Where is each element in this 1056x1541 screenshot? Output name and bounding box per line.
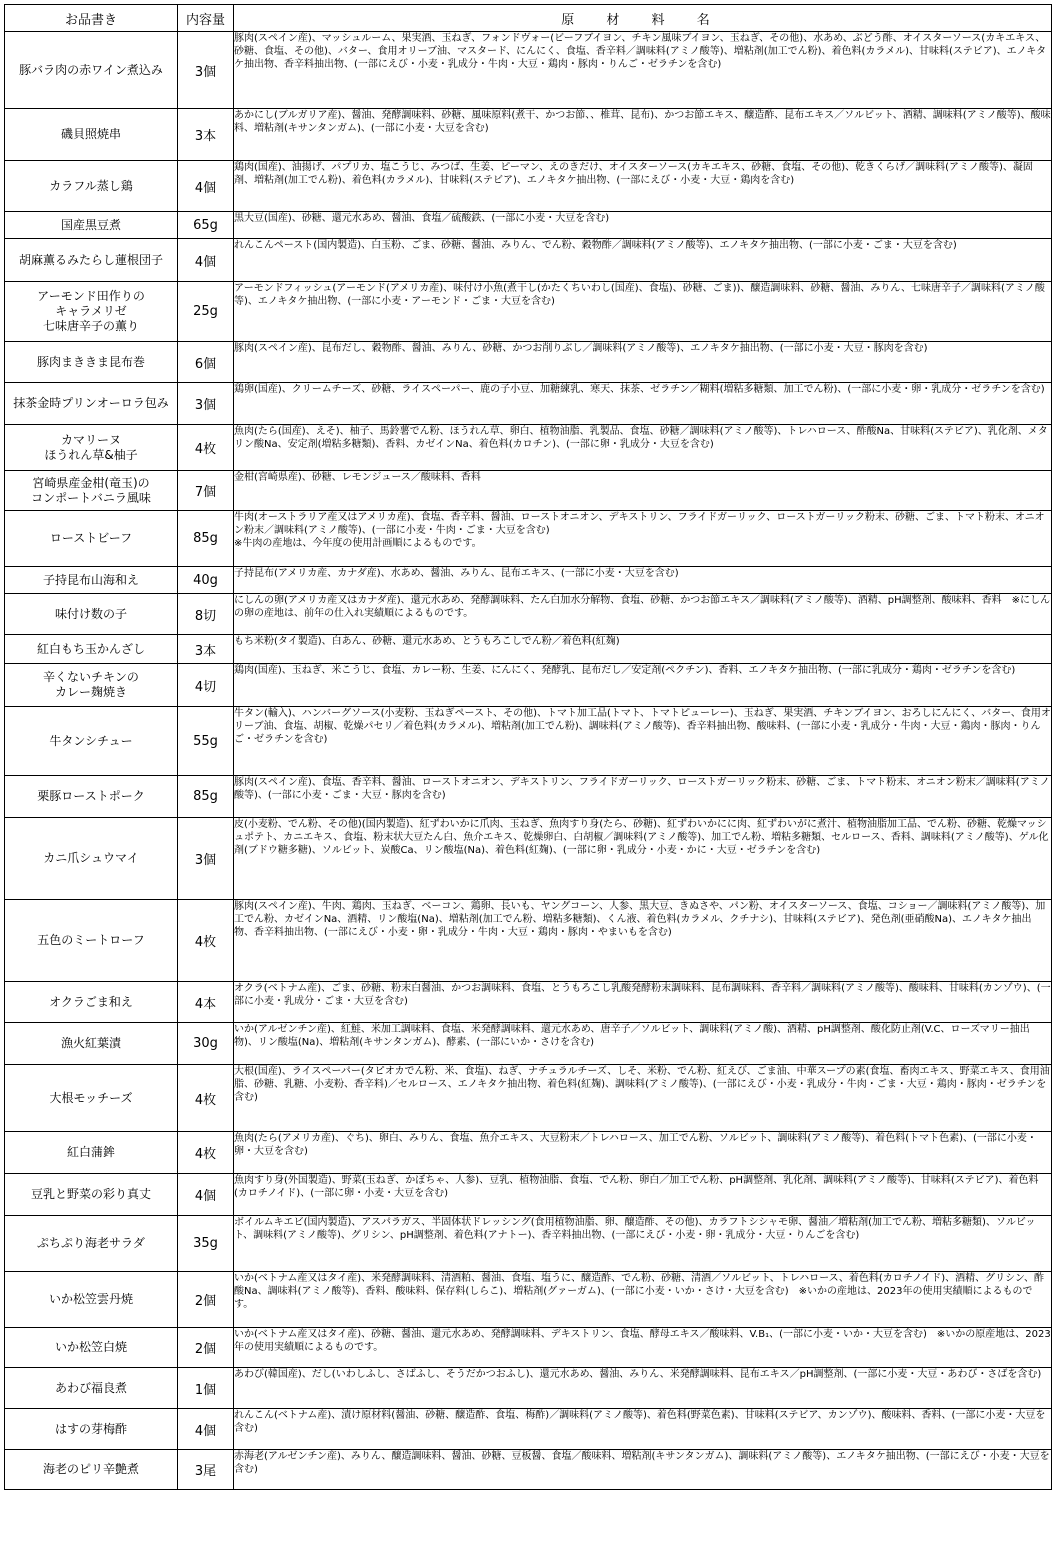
item-amount: 85g bbox=[178, 776, 234, 818]
item-amount: 4枚 bbox=[178, 425, 234, 471]
table-row bbox=[5, 109, 1052, 161]
item-materials: ボイルムキエビ(国内製造)、アスパラガス、半固体状ドレッシング(食用植物油脂、卵、醸造酢、その他)、カラフトシシャモ卵、醤油／増粘剤(加工でん粉、増粘多糖類)、ソルビット、調味料(アミノ酸等)、グリシン、pH調整剤、着色料(アナトー)、香辛料抽出物、(一部にえび・小麦・卵・乳成分・大豆・りんごを含む) bbox=[234, 1216, 1052, 1272]
table-row bbox=[5, 383, 1052, 425]
item-name: カラフル蒸し鶏 bbox=[5, 161, 178, 212]
item-name: 子持昆布山海和え bbox=[5, 567, 178, 594]
table-row bbox=[5, 818, 1052, 900]
item-name: 漁火紅葉漬 bbox=[5, 1023, 178, 1065]
item-amount: 6個 bbox=[178, 342, 234, 383]
item-name: 五色のミートローフ bbox=[5, 900, 178, 982]
item-amount: 85g bbox=[178, 511, 234, 567]
table-row bbox=[5, 1328, 1052, 1368]
item-name: 牛タンシチュー bbox=[5, 707, 178, 776]
table-row bbox=[5, 239, 1052, 282]
header-name: お品書き bbox=[5, 5, 178, 32]
item-name: 海老のピリ辛艶煮 bbox=[5, 1450, 178, 1490]
table-row bbox=[5, 1216, 1052, 1272]
item-materials: 豚肉(スペイン産)、昆布だし、穀物酢、醤油、みりん、砂糖、かつお削りぶし／調味料(アミノ酸等)、エノキタケ抽出物、(一部に小麦・大豆・豚肉を含む) bbox=[234, 342, 1052, 383]
item-name: 抹茶金時プリンオーロラ包み bbox=[5, 383, 178, 425]
item-materials: 豚肉(スペイン産)、食塩、香辛料、醤油、ローストオニオン、デキストリン、フライドガーリック、ローストガーリック粉末、砂糖、ごま、トマト粉末、オニオン粉末／調味料(アミノ酸等)、(一部に小麦・ごま・大豆・豚肉を含む) bbox=[234, 776, 1052, 818]
item-materials: 豚肉(スペイン産)、牛肉、鶏肉、玉ねぎ、ベーコン、鶏卵、長いも、ヤングコーン、人参、黒大豆、きぬさや、パン粉、オイスターソース、食塩、コショー／調味料(アミノ酸等)、加工でん粉、カゼインNa、酒精、リン酸塩(Na)、増粘剤(加工でん粉、増粘多糖類)、くん液、着色料(カラメル、クチナシ)、甘味料(ステビア)、発色剤(亜硝酸Na)、エノキタケ抽出物、香辛料抽出物、(一部にえび・小麦・卵・乳成分・牛肉・大豆・鶏肉・豚肉・やまいもを含む) bbox=[234, 900, 1052, 982]
table-row bbox=[5, 1409, 1052, 1450]
item-amount: 3尾 bbox=[178, 1450, 234, 1490]
header-amount: 内容量 bbox=[178, 5, 234, 32]
table-row bbox=[5, 1065, 1052, 1132]
item-materials: 大根(国産)、ライスペーパー(タピオカでん粉、米、食塩)、ねぎ、ナチュラルチーズ、しそ、米粉、でん粉、紅えび、ごま油、中華スープの素(食塩、畜肉エキス、野菜エキス、食用油脂、砂糖、乳糖、小麦粉、香辛料)／セルロース、エノキタケ抽出物、着色料(紅麹)、調味料(アミノ酸等)、(一部にえび・小麦・乳成分・牛肉・ごま・大豆・鶏肉・豚肉・ゼラチンを含む) bbox=[234, 1065, 1052, 1132]
item-materials: いか(アルゼンチン産)、紅鮭、米加工調味料、食塩、米発酵調味料、還元水あめ、唐辛子／ソルビット、調味料(アミノ酸)、酒精、pH調整剤、酸化防止剤(V.C、ローズマリー抽出物)、リン酸塩(Na)、増粘剤(キサンタンガム)、酵素、(一部にいか・さけを含む) bbox=[234, 1023, 1052, 1065]
item-name: カマリーヌ ほうれん草&柚子 bbox=[5, 425, 178, 471]
item-name: ぷちぷり海老サラダ bbox=[5, 1216, 178, 1272]
item-materials: 鶏肉(国産)、玉ねぎ、米こうじ、食塩、カレー粉、生姜、にんにく、発酵乳、昆布だし／安定剤(ペクチン)、香料、エノキタケ抽出物、(一部に乳成分・鶏肉・ゼラチンを含む) bbox=[234, 664, 1052, 707]
item-name: 紅白蒲鉾 bbox=[5, 1132, 178, 1174]
item-amount: 4個 bbox=[178, 239, 234, 282]
item-amount: 3個 bbox=[178, 383, 234, 425]
item-materials: 牛タン(輸入)、ハンバーグソース(小麦粉、玉ねぎペースト、その他)、トマト加工品(トマト、トマトピューレー)、玉ねぎ、果実酒、チキンブイヨン、おろしにんにく、バター、食用オリーブ油、食塩、胡椒、乾燥パセリ／着色料(カラメル)、増粘剤(加工でん粉)、調味料(アミノ酸等)、香辛料抽出物、酸味料、(一部に小麦・乳成分・牛肉・大豆・鶏肉・豚肉・りんご・ゼラチンを含む) bbox=[234, 707, 1052, 776]
item-amount: 4枚 bbox=[178, 1132, 234, 1174]
table-row bbox=[5, 707, 1052, 776]
item-name: 豚バラ肉の赤ワイン煮込み bbox=[5, 32, 178, 109]
item-name: 国産黒豆煮 bbox=[5, 212, 178, 239]
item-amount: 8切 bbox=[178, 594, 234, 635]
item-name: ローストビーフ bbox=[5, 511, 178, 567]
item-name: 豆乳と野菜の彩り真丈 bbox=[5, 1174, 178, 1216]
table-row bbox=[5, 1368, 1052, 1409]
item-materials: アーモンドフィッシュ(アーモンド(アメリカ産)、味付け小魚(煮干し(かたくちいわし(国産)、食塩)、砂糖、ごま))、醸造調味料、砂糖、醤油、みりん、七味唐辛子／調味料(アミノ酸等)、エノキタケ抽出物、(一部に小麦・アーモンド・ごま・大豆を含む) bbox=[234, 282, 1052, 342]
item-amount: 4枚 bbox=[178, 900, 234, 982]
item-materials: 皮(小麦粉、でん粉、その他)(国内製造)、紅ずわいかに爪肉、玉ねぎ、魚肉すり身(たら、砂糖)、紅ずわいかにに肉、紅ずわいがに煮汁、植物油脂加工品、でん粉、砂糖、乾燥マッシュポテト、カニエキス、食塩、粉末状大豆たん白、魚介エキス、乾燥卵白、白胡椒／調味料(アミノ酸等)、加工でん粉、増粘多糖類、セルロース、香料、調味料(アミノ酸等)、ゲル化剤(ブドウ糖多糖)、ソルビット、炭酸Ca、リン酸塩(Na)、着色料(紅麹)、(一部に卵・乳成分・小麦・かに・大豆・ゼラチンを含む) bbox=[234, 818, 1052, 900]
item-materials: れんこんペースト(国内製造)、白玉粉、ごま、砂糖、醤油、みりん、でん粉、穀物酢／調味料(アミノ酸等)、エノキタケ抽出物、(一部に小麦・ごま・大豆を含む) bbox=[234, 239, 1052, 282]
item-amount: 4個 bbox=[178, 1409, 234, 1450]
item-materials: にしんの卵(アメリカ産又はカナダ産)、還元水あめ、発酵調味料、たん白加水分解物、食塩、砂糖、かつお節エキス／調味料(アミノ酸等)、酒精、pH調整剤、酸味料、香料 ※にしんの卵の産地は、前年の仕入れ実績順によるものです。 bbox=[234, 594, 1052, 635]
item-name: いか松笠白焼 bbox=[5, 1328, 178, 1368]
item-materials: 黒大豆(国産)、砂糖、還元水あめ、醤油、食塩／硫酸鉄、(一部に小麦・大豆を含む) bbox=[234, 212, 1052, 239]
item-amount: 2個 bbox=[178, 1272, 234, 1328]
item-materials: いか(ベトナム産又はタイ産)、米発酵調味料、清酒粕、醤油、食塩、塩うに、醸造酢、でん粉、砂糖、清酒／ソルビット、トレハロース、着色料(カロチノイド)、酒精、グリシン、酢酸Na、調味料(アミノ酸等)、香料、酸味料、保存料(しらこ)、増粘剤(グァーガム)、(一部に小麦・いか・さけ・大豆を含む) ※いかの産地は、2023年の使用実績順によるものです。 bbox=[234, 1272, 1052, 1328]
item-amount: 1個 bbox=[178, 1368, 234, 1409]
table-row bbox=[5, 212, 1052, 239]
item-amount: 4切 bbox=[178, 664, 234, 707]
table-body bbox=[5, 32, 1052, 1490]
item-materials: いか(ベトナム産又はタイ産)、砂糖、醤油、還元水あめ、発酵調味料、デキストリン、食塩、酵母エキス／酸味料、V.B₁、(一部に小麦・いか・大豆を含む) ※いかの原産地は、2023年の使用実績順によるものです。 bbox=[234, 1328, 1052, 1368]
header-row bbox=[5, 5, 1052, 32]
item-materials: あかにし(ブルガリア産)、醤油、発酵調味料、砂糖、風味原料(煮干、かつお節、、椎茸、昆布)、かつお節エキス、醸造酢、昆布エキス／ソルビット、酒精、調味料(アミノ酸等)、酸味料、増粘剤(キサンタンガム)、(一部に小麦・大豆を含む) bbox=[234, 109, 1052, 161]
table-row bbox=[5, 1174, 1052, 1216]
table-row bbox=[5, 161, 1052, 212]
item-amount: 35g bbox=[178, 1216, 234, 1272]
item-materials: 魚肉(たら(アメリカ産)、ぐち)、卵白、みりん、食塩、魚介エキス、大豆粉末／トレハロース、加工でん粉、ソルビット、調味料(アミノ酸等)、着色料(トマト色素)、(一部に小麦・卵・大豆を含む) bbox=[234, 1132, 1052, 1174]
item-amount: 3本 bbox=[178, 635, 234, 664]
item-materials: 子持昆布(アメリカ産、カナダ産)、水あめ、醤油、みりん、昆布エキス、(一部に小麦・大豆を含む) bbox=[234, 567, 1052, 594]
table-row bbox=[5, 900, 1052, 982]
item-materials: れんこん(ベトナム産)、漬け原材料(醤油、砂糖、醸造酢、食塩、梅酢)／調味料(アミノ酸等)、着色料(野菜色素)、甘味料(ステビア、カンゾウ)、酸味料、香料、(一部に小麦・大豆を含む) bbox=[234, 1409, 1052, 1450]
table-row bbox=[5, 664, 1052, 707]
item-amount: 40g bbox=[178, 567, 234, 594]
item-materials: あわび(韓国産)、だし(いわしふし、さばふし、そうだかつおふし)、還元水あめ、醤油、みりん、米発酵調味料、昆布エキス／pH調整剤、(一部に小麦・大豆・あわび・さばを含む) bbox=[234, 1368, 1052, 1409]
table-row bbox=[5, 471, 1052, 511]
item-materials: 鶏肉(国産)、油揚げ、パプリカ、塩こうじ、みつば、生姜、ピーマン、えのきだけ、オイスターソース(カキエキス、砂糖、食塩、その他)、乾きくらげ／調味料(アミノ酸等)、凝固剤、増粘剤(加工でん粉)、着色料(カラメル)、甘味料(ステビア)、エノキタケ抽出物、(一部にえび・小麦・大豆・鶏肉を含む) bbox=[234, 161, 1052, 212]
item-name: はすの芽梅酢 bbox=[5, 1409, 178, 1450]
table-row bbox=[5, 282, 1052, 342]
table-row bbox=[5, 982, 1052, 1023]
item-amount: 4個 bbox=[178, 161, 234, 212]
item-amount: 4個 bbox=[178, 1174, 234, 1216]
item-name: カニ爪シュウマイ bbox=[5, 818, 178, 900]
ingredients-table bbox=[4, 4, 1052, 1490]
table-row bbox=[5, 32, 1052, 109]
item-amount: 30g bbox=[178, 1023, 234, 1065]
item-name: 味付け数の子 bbox=[5, 594, 178, 635]
item-materials: 赤海老(アルゼンチン産)、みりん、醸造調味料、醤油、砂糖、豆板醤、食塩／酸味料、増粘剤(キサンタンガム)、調味料(アミノ酸等)、エノキタケ抽出物、(一部にえび・小麦・大豆を含む) bbox=[234, 1450, 1052, 1490]
table-row bbox=[5, 1450, 1052, 1490]
item-name: オクラごま和え bbox=[5, 982, 178, 1023]
table-row bbox=[5, 635, 1052, 664]
item-amount: 3個 bbox=[178, 818, 234, 900]
item-amount: 2個 bbox=[178, 1328, 234, 1368]
item-amount: 7個 bbox=[178, 471, 234, 511]
table-row bbox=[5, 1132, 1052, 1174]
item-name: 豚肉まききま昆布巻 bbox=[5, 342, 178, 383]
item-amount: 25g bbox=[178, 282, 234, 342]
item-amount: 4枚 bbox=[178, 1065, 234, 1132]
item-materials: 鶏卵(国産)、クリームチーズ、砂糖、ライスペーパー、鹿の子小豆、加糖練乳、寒天、抹茶、ゼラチン／糊料(増粘多糖類、加工でん粉)、(一部に小麦・卵・乳成分・ゼラチンを含む) bbox=[234, 383, 1052, 425]
item-materials: 牛肉(オーストラリア産又はアメリカ産)、食塩、香辛料、醤油、ローストオニオン、デキストリン、フライドガーリック、ローストガーリック粉末、砂糖、ごま、トマト粉末、オニオン粉末／調味料(アミノ酸等)、(一部に小麦・牛肉・ごま・大豆を含む) ※牛肉の産地は、今年度の使用計画順によるものです。 bbox=[234, 511, 1052, 567]
item-name: 大根モッチーズ bbox=[5, 1065, 178, 1132]
table-row bbox=[5, 342, 1052, 383]
item-name: 胡麻薫るみたらし蓮根団子 bbox=[5, 239, 178, 282]
header-materials: 原 材 料 名 bbox=[234, 5, 1052, 32]
item-materials: 金柑(宮崎県産)、砂糖、レモンジュース／酸味料、香料 bbox=[234, 471, 1052, 511]
item-name: 紅白もち玉かんざし bbox=[5, 635, 178, 664]
table-row bbox=[5, 594, 1052, 635]
item-name: 磯貝照焼串 bbox=[5, 109, 178, 161]
item-materials: 魚肉すり身(外国製造)、野菜(玉ねぎ、かぼちゃ、人参)、豆乳、植物油脂、食塩、でん粉、卵白／加工でん粉、pH調整剤、乳化剤、調味料(アミノ酸等)、甘味料(ステビア)、着色料(カロチノイド)、(一部に卵・小麦・大豆を含む) bbox=[234, 1174, 1052, 1216]
table-row bbox=[5, 425, 1052, 471]
item-amount: 3個 bbox=[178, 32, 234, 109]
item-name: いか松笠雲丹焼 bbox=[5, 1272, 178, 1328]
item-materials: オクラ(ベトナム産)、ごま、砂糖、粉末白醤油、かつお調味料、食塩、とうもろこし乳酸発酵粉末調味料、昆布調味料、香辛料／調味料(アミノ酸等)、酸味料、甘味料(カンゾウ)、(一部に小麦・乳成分・ごま・大豆を含む) bbox=[234, 982, 1052, 1023]
item-amount: 3本 bbox=[178, 109, 234, 161]
item-amount: 4本 bbox=[178, 982, 234, 1023]
item-amount: 65g bbox=[178, 212, 234, 239]
item-name: あわび福良煮 bbox=[5, 1368, 178, 1409]
item-name: 栗豚ローストポーク bbox=[5, 776, 178, 818]
item-name: 宮崎県産金柑(竜玉)の コンポートバニラ風味 bbox=[5, 471, 178, 511]
table-row bbox=[5, 567, 1052, 594]
item-name: アーモンド田作りの キャラメリゼ 七味唐辛子の薫り bbox=[5, 282, 178, 342]
item-amount: 55g bbox=[178, 707, 234, 776]
item-materials: もち米粉(タイ製造)、白あん、砂糖、還元水あめ、とうもろこしでん粉／着色料(紅麹) bbox=[234, 635, 1052, 664]
table-row bbox=[5, 1272, 1052, 1328]
table-row bbox=[5, 776, 1052, 818]
table-row bbox=[5, 511, 1052, 567]
item-materials: 豚肉(スペイン産)、マッシュルーム、果実酒、玉ねぎ、フォンドヴォー(ビーフブイヨン、チキン風味ブイヨン、玉ねぎ、その他)、水あめ、ぶどう酢、オイスターソース(カキエキス、砂糖、食塩、その他)、バター、食用オリーブ油、マスタード、にんにく、食塩、香辛料／調味料(アミノ酸等)、増粘剤(加工でん粉)、着色料(カラメル)、甘味料(ステビア)、エノキタケ抽出物、香辛料抽出物、(一部にえび・小麦・乳成分・牛肉・大豆・鶏肉・豚肉・りんご・ゼラチンを含む) bbox=[234, 32, 1052, 109]
item-name: 辛くないチキンの カレー麹焼き bbox=[5, 664, 178, 707]
table-row bbox=[5, 1023, 1052, 1065]
item-materials: 魚肉(たら(国産)、えそ)、柚子、馬鈴薯でん粉、ほうれん草、卵白、植物油脂、乳製品、食塩、砂糖／調味料(アミノ酸等)、トレハロース、酢酸Na、甘味料(ステビア)、乳化剤、メタリン酸Na、安定剤(増粘多糖類)、香料、カゼインNa、着色料(カロチン)、(一部に卵・乳成分・大豆を含む) bbox=[234, 425, 1052, 471]
